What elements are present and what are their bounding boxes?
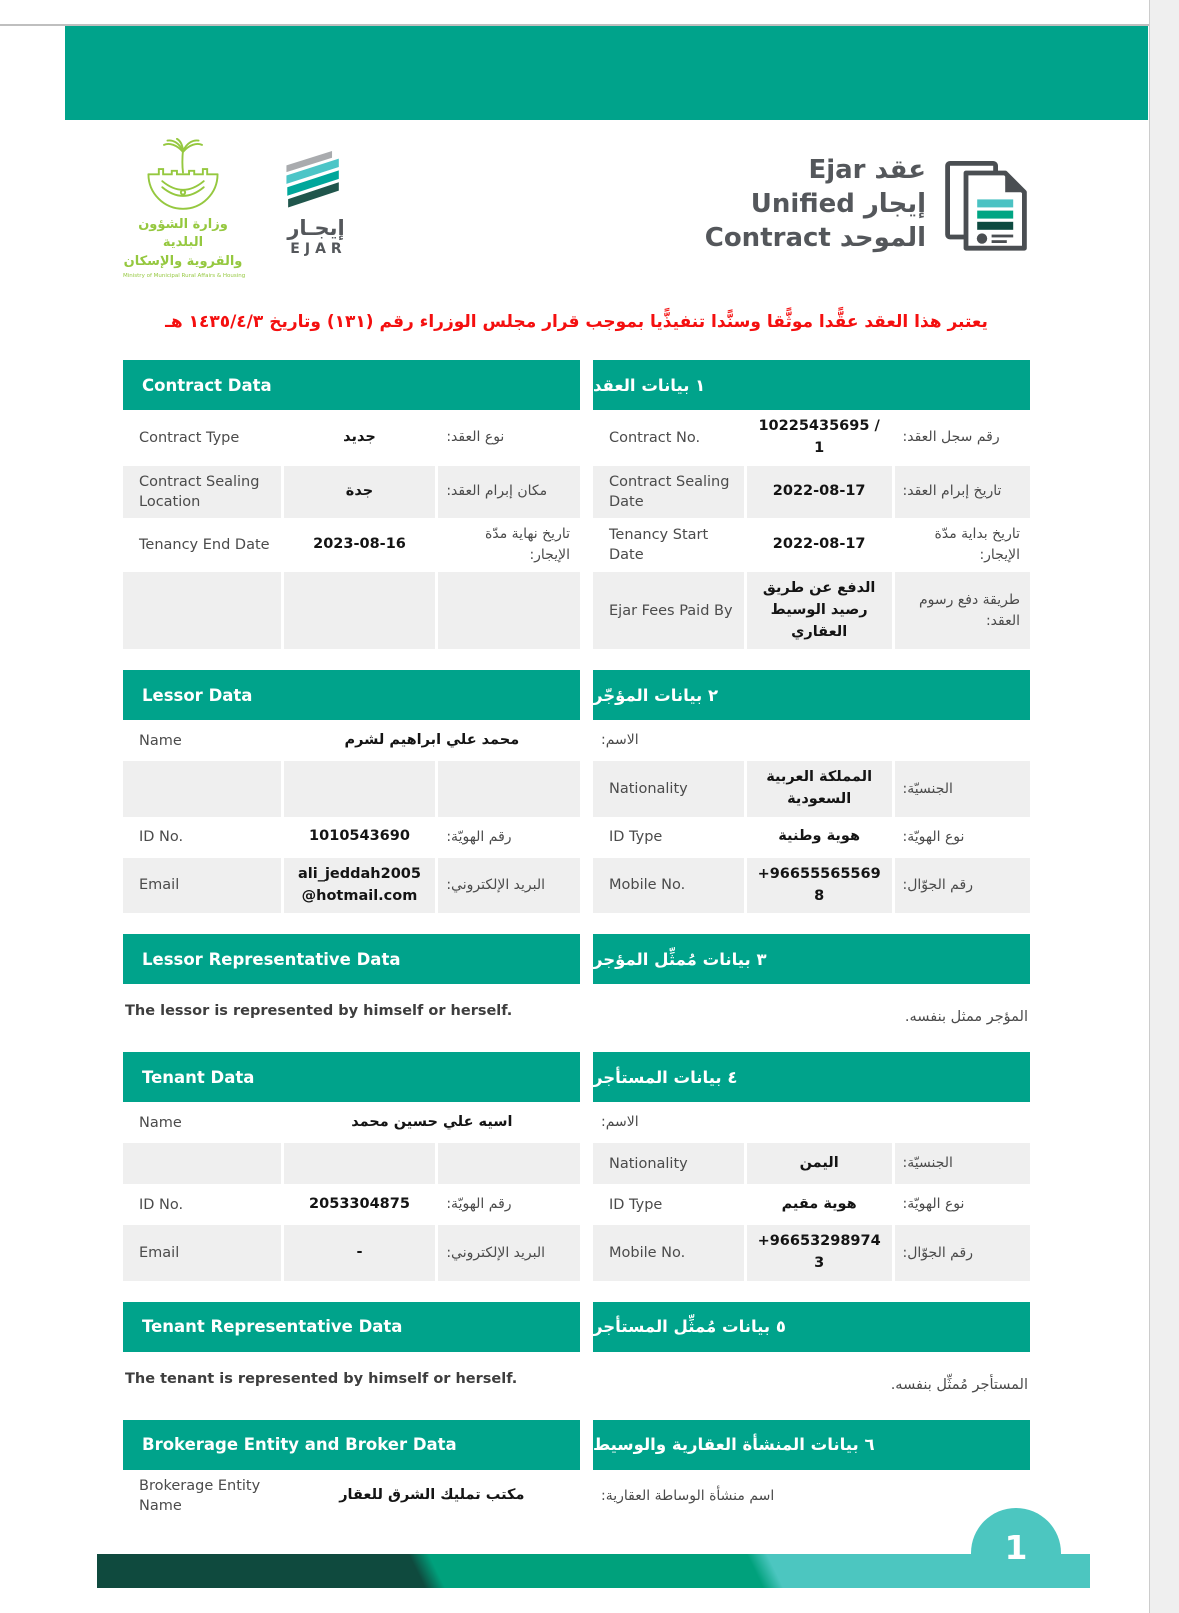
unified-contract-document-icon [942, 148, 1030, 266]
field-label-ar: تاريخ بداية مدّة الإيجار: [934, 526, 1020, 564]
field-label-ar [438, 572, 580, 649]
ejar-logo [273, 138, 359, 257]
field-value: اسيه علي حسين محمد [351, 1113, 513, 1130]
field-label [123, 1143, 281, 1184]
row-left-half [123, 1225, 580, 1281]
table-row [123, 817, 1030, 858]
field-label-ar: رقم الهويّة: [446, 1196, 512, 1213]
field-value: محمد علي ابراهيم لشرم [344, 731, 520, 748]
title-en: Unified [750, 188, 855, 219]
field-label: Email [123, 1225, 281, 1281]
field-value: 2022-08-17 [747, 466, 892, 519]
field-value: 2022-08-17 [772, 536, 866, 553]
field-value: - [284, 1225, 436, 1281]
field-label-ar [438, 761, 580, 817]
contract-title-group [705, 138, 1030, 266]
row-left-half [123, 410, 580, 466]
section-header [123, 360, 1030, 410]
ejar-name-ar: إيجـار [287, 216, 345, 240]
section-header [123, 934, 1030, 984]
field-label: Nationality [593, 1143, 744, 1184]
legal-notice: يعتبر هذا العقد عقًّدا موثًّقا وسنًّدا تنفيذًّيا بموجب قرار مجلس الوزراء رقم (١٣١) وتاريخ ١٤٣٥/٤/٣ هـ [165, 312, 988, 332]
field-label: Tenancy End Date [139, 536, 270, 553]
section-title-en: Tenant Representative Data [123, 1302, 580, 1352]
field-label: Name [139, 1114, 182, 1131]
field-label [123, 572, 281, 649]
section-title-en: Contract Data [123, 360, 580, 410]
contract-title-lines [705, 148, 926, 255]
field-value: 2053304875 [309, 1195, 410, 1212]
row-left-half [123, 518, 580, 572]
field-label-ar: الجنسيّة: [895, 1143, 1030, 1184]
row-right-half [593, 1225, 1030, 1281]
field-label: ID Type [609, 1196, 663, 1213]
row-left-half [123, 858, 580, 914]
title-ar: عقد [874, 155, 926, 185]
row-left-half [123, 1184, 580, 1225]
field-label-ar: نوع العقد: [446, 429, 505, 446]
table-row [123, 466, 1030, 519]
section-brokerage-data [123, 1420, 1030, 1523]
field-label: Contract No. [609, 429, 701, 446]
field-label-ar: نوع الهويّة: [902, 828, 965, 845]
section-header [123, 670, 1030, 720]
field-label-ar: البريد الإلكتروني: [438, 858, 580, 914]
table-row [123, 1470, 1030, 1523]
table-row [123, 410, 1030, 466]
field-value: جدة [284, 466, 436, 519]
field-label: Name [139, 732, 182, 749]
section-title-en: Lessor Data [123, 670, 580, 720]
field-label-ar: رقم سجل العقد: [902, 429, 1000, 446]
field-value [284, 1143, 436, 1184]
section-header [123, 1420, 1030, 1470]
field-label: Tenancy Start Date [609, 526, 709, 564]
field-label-ar [438, 1143, 580, 1184]
section-tenant-representative [123, 1302, 1030, 1399]
field-label: Nationality [593, 761, 744, 817]
table-row [123, 572, 1030, 649]
row-right-half [593, 720, 1030, 761]
representative-note-ar: المستأجر مُمثِّل بنفسه. [890, 1376, 1028, 1393]
field-label: Contract Sealing Date [593, 466, 744, 519]
table-row [123, 858, 1030, 914]
field-label-ar: طريقة دفع رسوم العقد: [895, 572, 1030, 649]
field-value: المملكة العربية السعودية [747, 761, 892, 817]
section-header [123, 1052, 1030, 1102]
ministry-name-ar-line1: وزارة الشؤون البلدية [138, 217, 228, 250]
page-number: 1 [1004, 1528, 1028, 1567]
field-label: Mobile No. [593, 858, 744, 914]
table-row [123, 518, 1030, 572]
left-brand-group [123, 138, 359, 279]
row-right-half [593, 410, 1030, 466]
table-row [123, 761, 1030, 817]
field-label [123, 761, 281, 817]
field-value: ali_jeddah2005@hotmail.com [284, 858, 436, 914]
logo-row [123, 138, 1030, 290]
section-lessor-representative [123, 934, 1030, 1031]
field-value [284, 761, 436, 817]
section-title-en: Lessor Representative Data [123, 934, 580, 984]
section-title-ar: ٢ بيانات المؤجّر [593, 670, 1030, 720]
table-row [123, 1143, 1030, 1184]
field-value: 1010543690 [309, 828, 410, 845]
title-en: Contract [704, 222, 831, 253]
row-left-half [123, 1143, 580, 1184]
field-label: Contract Type [139, 429, 240, 446]
field-label-ar: تاريخ نهاية مدّة الإيجار: [485, 526, 570, 564]
field-label-ar: الاسم: [601, 732, 639, 749]
contract-title-line [705, 222, 926, 256]
contract-title-line [705, 188, 926, 222]
field-label: Ejar Fees Paid By [593, 572, 744, 649]
field-value: هوية وطنية [778, 828, 860, 845]
section-title-ar: ٦ بيانات المنشأة العقارية والوسيط [593, 1420, 1030, 1470]
ministry-name-ar-line2: والقروية والإسكان [123, 254, 243, 270]
section-lessor-data [123, 670, 1030, 913]
row-left-half [123, 1102, 580, 1143]
field-label: Email [123, 858, 281, 914]
field-value: الدفع عن طريق رصيد الوسيط العقاري [747, 572, 892, 649]
field-value [284, 572, 436, 649]
field-value: جديد [343, 428, 376, 445]
row-left-half [123, 817, 580, 858]
document-content [123, 138, 1030, 1522]
footer-ribbon [97, 1528, 1090, 1588]
row-right-half [593, 1102, 1030, 1143]
ministry-name-en: Ministry of Municipal Rural Affairs & Housing [123, 272, 246, 279]
row-left-half [123, 761, 580, 817]
section-title-ar: ٣ بيانات مُمثِّل المؤجر [593, 934, 1030, 984]
field-label-ar: البريد الإلكتروني: [438, 1225, 580, 1281]
row-left-half [123, 1470, 580, 1523]
field-label-ar: رقم الهويّة: [446, 828, 512, 845]
row-left-half [123, 720, 580, 761]
representative-note-ar: المؤجر ممثل بنفسه. [904, 1009, 1028, 1026]
field-label: ID Type [609, 829, 663, 846]
field-value: اليمن [747, 1143, 892, 1184]
field-value: 10225435695 / 1 [758, 418, 880, 456]
section-contract-data [123, 360, 1030, 649]
row-right-half [593, 858, 1030, 914]
row-right-half [593, 572, 1030, 649]
row-left-half [123, 466, 580, 519]
field-value: +966532989743 [747, 1225, 892, 1281]
table-row [123, 1225, 1030, 1281]
section-tenant-data [123, 1052, 1030, 1281]
row-right-half [593, 1143, 1030, 1184]
field-label-ar: اسم منشأة الوساطة العقارية: [601, 1487, 775, 1504]
field-label-ar: نوع الهويّة: [902, 1196, 965, 1213]
section-title-ar: ١ بيانات العقد [593, 360, 1030, 410]
field-value: هوية مقيم [781, 1195, 857, 1212]
field-label-ar: الجنسيّة: [895, 761, 1030, 817]
title-ar: الموحد [839, 222, 926, 253]
row-left-half [123, 572, 580, 649]
field-label-ar: رقم الجوّال: [895, 858, 1030, 914]
section-title-en: Brokerage Entity and Broker Data [123, 1420, 580, 1470]
title-ar: إيجار [863, 188, 926, 219]
field-label: Mobile No. [593, 1225, 744, 1281]
table-row [123, 720, 1030, 761]
field-label-ar: الاسم: [601, 1114, 639, 1131]
table-row [123, 1184, 1030, 1225]
contract-title-line [705, 154, 926, 188]
section-title-ar: ٥ بيانات مُمثِّل المستأجر [593, 1302, 1030, 1352]
field-label: ID No. [139, 829, 184, 846]
field-value: +966555655698 [747, 858, 892, 914]
section-title-en: Tenant Data [123, 1052, 580, 1102]
row-right-half [593, 817, 1030, 858]
row-right-half [593, 466, 1030, 519]
representative-note [123, 1352, 1030, 1399]
row-right-half [593, 1184, 1030, 1225]
representative-note-en: The tenant is represented by himself or herself. [125, 1370, 518, 1387]
field-label-ar: رقم الجوّال: [895, 1225, 1030, 1281]
ministry-logo [123, 138, 246, 279]
table-row [123, 1102, 1030, 1143]
row-right-half [593, 518, 1030, 572]
title-en: Ejar [808, 155, 866, 185]
viewer-right-edge [1149, 0, 1179, 1613]
field-label-ar: مكان إبرام العقد: [438, 466, 580, 519]
ejar-name-en: EJAR [290, 241, 347, 257]
field-value: مكتب تمليك الشرق للعقار [339, 1487, 525, 1504]
row-right-half [593, 1470, 1030, 1523]
page-number-bump [971, 1508, 1061, 1588]
field-value: 2023-08-16 [313, 536, 406, 553]
section-header [123, 1302, 1030, 1352]
representative-note [123, 984, 1030, 1031]
section-title-ar: ٤ بيانات المستأجر [593, 1052, 1030, 1102]
ejar-flag-stripes-icon [278, 193, 354, 212]
field-label: ID No. [139, 1196, 184, 1213]
field-label-ar: تاريخ إبرام العقد: [895, 466, 1030, 519]
field-label: Contract Sealing Location [123, 466, 281, 519]
header-green-band [65, 26, 1148, 120]
ministry-palm-swords-emblem-icon [123, 138, 243, 214]
representative-note-en: The lessor is represented by himself or herself. [125, 1003, 513, 1020]
field-label: Brokerage Entity Name [139, 1477, 261, 1515]
row-right-half [593, 761, 1030, 817]
